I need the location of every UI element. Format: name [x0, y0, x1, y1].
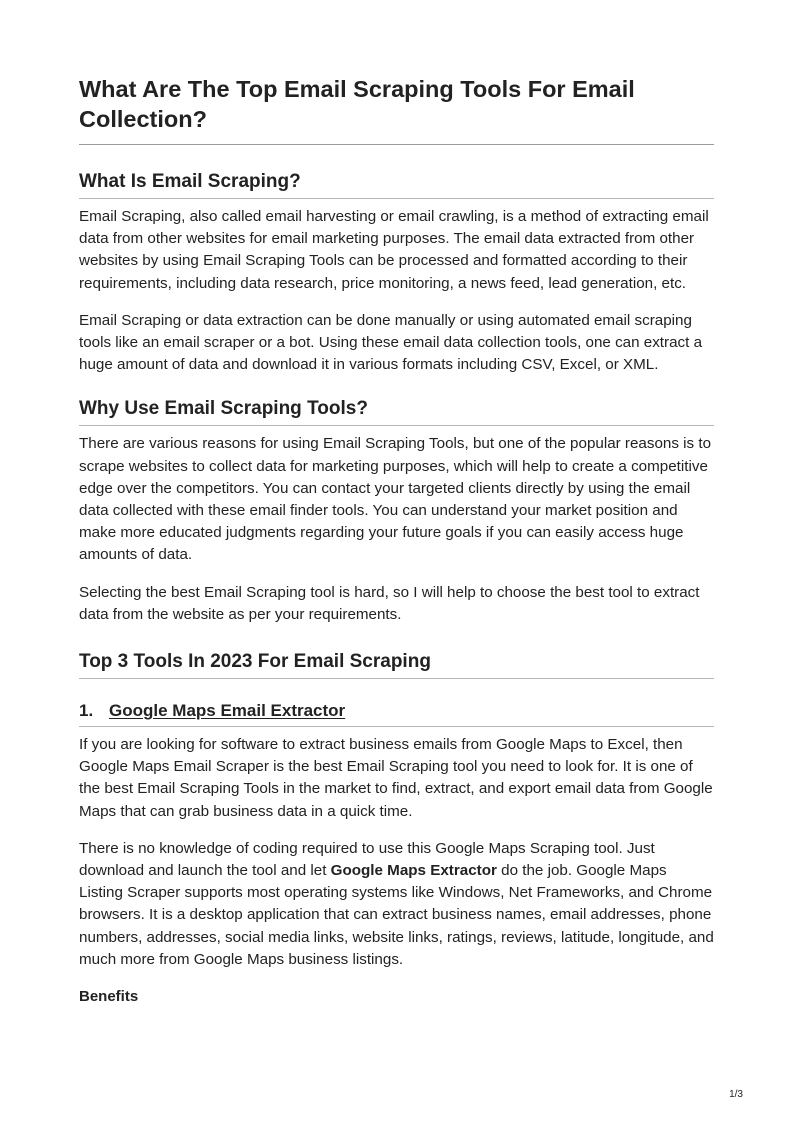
tool-link-google-maps-email-extractor[interactable]: Google Maps Email Extractor — [109, 701, 346, 721]
tool-number: 1. — [79, 701, 94, 721]
article — [79, 74, 714, 1007]
section-heading-what-is: What Is Email Scraping? — [79, 170, 714, 199]
paragraph-text: do the job. Google Maps Listing Scraper supports most operating systems like Windows, Net Frameworks, and Chrome browsers. It is a desktop application that can extract business names, email addresses, phone numbers, addresses, social media links, website links, ratings, reviews, latitude, longitude, and much more from Google Maps business listings. — [79, 862, 714, 968]
paragraph: Selecting the best Email Scraping tool is hard, so I will help to choose the best tool to extract data from the website as per your requirements. — [79, 583, 700, 623]
paragraph-text: There is no knowledge of coding required to use this Google Maps Scraping tool. Just download and launch the tool and let — [79, 839, 655, 880]
paragraph: There are various reasons for using Email Scraping Tools, but one of the popular reasons is to scrape websites to collect data for marketing purposes, which will help to create a competitive edge over the competitors. You can contact your targeted clients directly by using the email data collected with these email finder tools. You can understand your market position and make more educated judgments regarding your future goals if you can easily access huge amounts of data. — [79, 435, 712, 564]
section-heading-top-tools: Top 3 Tools In 2023 For Email Scraping — [79, 650, 714, 679]
paragraph: If you are looking for software to extract business emails from Google Maps to Excel, then Google Maps Email Scraper is the best Email Scraping tool you need to look for. It is one of the best Email Scraping Tools in the market to find, extract, and export email data from Google Maps that can grab business data in a quick time. — [79, 736, 713, 820]
bold-text: Google Maps Extractor — [330, 862, 497, 880]
page-number: 1/3 — [729, 1089, 743, 1100]
tool-heading — [79, 700, 714, 727]
paragraph — [79, 838, 714, 971]
paragraph: Email Scraping, also called email harvesting or email crawling, is a method of extracting email data from other websites for email marketing purposes. The email data extracted from other websites by using Email Scraping Tools can be processed and formatted according to their requirements, including data research, price monitoring, a news feed, lead generation, etc. — [79, 208, 709, 292]
page-title: What Are The Top Email Scraping Tools For Email Collection? — [79, 74, 714, 145]
section-heading-why-use: Why Use Email Scraping Tools? — [79, 397, 714, 426]
benefits-heading: Benefits — [79, 988, 139, 1006]
paragraph: Email Scraping or data extraction can be done manually or using automated email scraping tools like an email scraper or a bot. Using these email data collection tools, one can extract a huge amount of data and download it in various formats including CSV, Excel, or XML. — [79, 311, 703, 374]
